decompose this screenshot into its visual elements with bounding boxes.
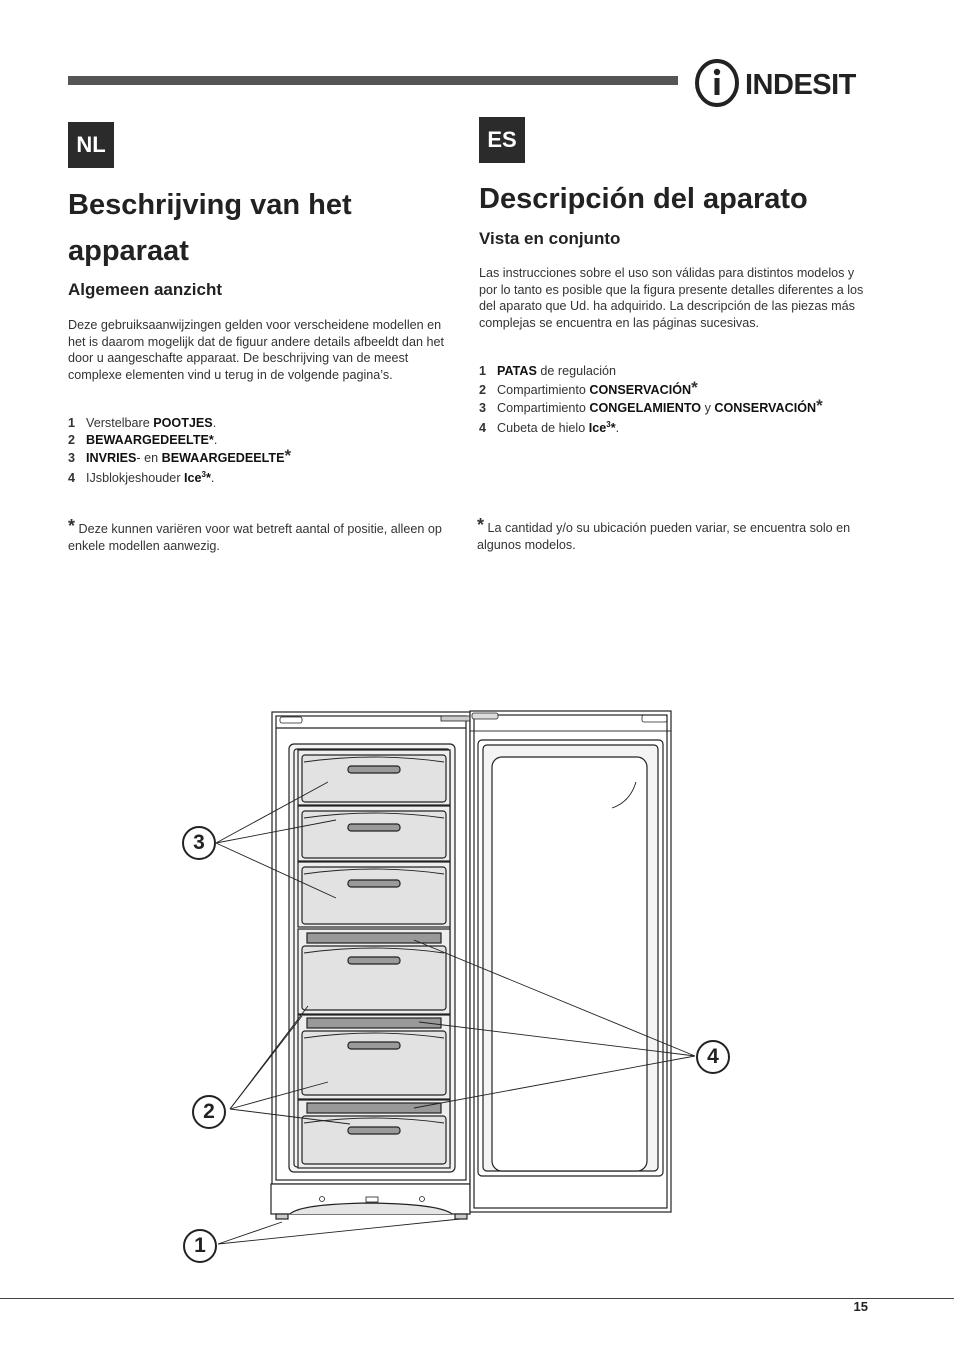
list-item: 3 Compartimiento CONGELAMIENTO y CONSERVACIÓN*	[479, 396, 823, 416]
es-subtitle: Vista en conjunto	[479, 229, 621, 248]
language-badge-nl: NL	[68, 122, 114, 168]
callout-3: 3	[182, 826, 216, 860]
es-intro: Las instrucciones sobre el uso son válidas para distintos modelos y por lo tanto es posible que la figura presente detalles diferentes a los del aparato que Ud. ha adquirido. La descripción de las piezas más complejas se encuentra en las páginas sucesivas.	[479, 266, 864, 330]
list-item: 4 Cubeta de hielo Ice$^3$*.	[479, 419, 620, 435]
callout-2: 2	[192, 1095, 226, 1129]
language-badge-es: ES	[479, 117, 525, 163]
callout-4: 4	[696, 1040, 730, 1074]
nl-intro: Deze gebruiksaanwijzingen gelden voor verscheidene modellen en het is daarom mogelijk dat de figuur andere details afbeeldt dan het door u aangeschafte apparaat. De beschrijving van de meest complexe elementen vind u terug in de volgende pagina’s.	[68, 318, 444, 382]
svg-text:INDESIT: INDESIT	[745, 69, 856, 101]
list-item: 1 Verstelbare POOTJES.	[68, 416, 217, 430]
list-item: 2 Compartimiento CONSERVACIÓN*	[479, 377, 698, 397]
list-item: 4 IJsblokjeshouder Ice$^3$*.	[68, 469, 215, 485]
footer-rule	[0, 1298, 954, 1299]
page-number: 15	[853, 1299, 868, 1314]
es-footnote: * La cantidad y/o su ubicación pueden variar, se encuentra solo en algunos modelos.	[477, 515, 851, 552]
nl-title: Beschrijving van het apparaat	[68, 189, 352, 267]
list-item: 3 INVRIES- en BEWAARGEDEELTE*	[68, 446, 292, 466]
es-title: Descripción del aparato	[479, 183, 808, 215]
list-item: 1 PATAS de regulación	[479, 364, 617, 378]
nl-subtitle: Algemeen aanzicht	[68, 280, 222, 299]
callout-1: 1	[183, 1229, 217, 1263]
nl-footnote: * Deze kunnen variëren voor wat betreft aantal of positie, alleen op enkele modellen aanwezig.	[68, 516, 442, 553]
list-item: 2 BEWAARGEDEELTE*.	[68, 432, 218, 447]
